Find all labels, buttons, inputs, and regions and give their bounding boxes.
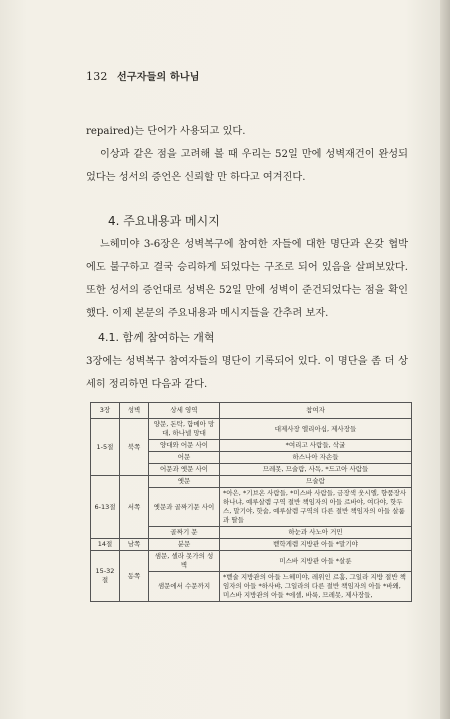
paragraph-1: repaired)는 단어가 사용되고 있다. bbox=[86, 126, 246, 137]
area-cell: 양문, 돈탁, 함메아 망대, 하나넬 망대 bbox=[149, 419, 220, 440]
participants-cell: 므레못, 므술람, 사독, *드고아 사람들 bbox=[220, 464, 412, 476]
section-title: 4. 주요내용과 메시지 bbox=[108, 214, 220, 228]
table-row bbox=[91, 419, 412, 440]
wall-cell: 북쪽 bbox=[120, 419, 149, 476]
table-row bbox=[91, 551, 412, 572]
table-row bbox=[91, 539, 412, 551]
col-chapter: 3장 bbox=[91, 403, 120, 419]
area-cell: 옛문 bbox=[149, 476, 220, 488]
participants-table bbox=[90, 402, 412, 602]
page-edge bbox=[440, 0, 450, 719]
area-cell: 샘문, 셀라 못가의 성벽 bbox=[149, 551, 220, 572]
paragraph-2: 이상과 같은 점을 고려해 볼 때 우리는 52일 만에 성벽재건이 완성되었다는 성서의 증언은 신뢰할 만 하다고 여겨진다. bbox=[86, 149, 408, 183]
participants-cell: 미스바 지방관 아들 *살룬 bbox=[220, 551, 412, 572]
chapter-cell: 15-32절 bbox=[91, 551, 120, 602]
running-title: 선구자들의 하나님 bbox=[117, 72, 200, 83]
wall-cell: 서쪽 bbox=[120, 476, 149, 539]
participants-cell: *여리고 사람들, 삭굴 bbox=[220, 440, 412, 452]
area-cell: 양대와 어문 사이 bbox=[149, 440, 220, 452]
table-header-row bbox=[91, 403, 412, 419]
area-cell: 어문과 옛문 사이 bbox=[149, 464, 220, 476]
table-row bbox=[91, 476, 412, 488]
participants-cell: *벧술 지방관의 아들 느헤미야, 레위인 르훔, 그일라 지방 절반 책임자의 아들 *하사뱌, 그일라의 다른 절반 책임자의 아들 *바왜, 미스바 지방관의 아들 *에셀, 바룩, 므레못, 제사장들, bbox=[220, 572, 412, 602]
page-number: 132 bbox=[86, 70, 108, 83]
area-cell: 골짜기 문 bbox=[149, 527, 220, 539]
participants-cell: 하스나아 자손들 bbox=[220, 452, 412, 464]
wall-cell: 동쪽 bbox=[120, 551, 149, 602]
col-area: 상세 영역 bbox=[149, 403, 220, 419]
wall-cell: 남쪽 bbox=[120, 539, 149, 551]
subsection-title: 4.1. 함께 참여하는 개혁 bbox=[98, 331, 215, 344]
paragraph-3: 느헤미야 3-6장은 성벽복구에 참여한 자들에 대한 명단과 온갖 협박에도 불구하고 결국 승리하게 되었다는 구조로 되어 있음을 살펴보았다. 또한 성서의 증언대로 성벽은 52일 만에 성벽이 준건되었다는 점을 확인했다. 이제 본문의 주요내용과 메시지들을 간추려 보자. bbox=[86, 239, 408, 319]
running-header bbox=[86, 68, 200, 83]
col-wall: 성벽 bbox=[120, 403, 149, 419]
col-participants: 참여자 bbox=[220, 403, 412, 419]
chapter-cell: 6-13절 bbox=[91, 476, 120, 539]
participants-cell: *아은, *기브온 사람들, *미스바 사람들, 금장색 웃시엘, 향품장사 하나냐, 예루살렘 구역 절반 책임자의 아들 르바야, 여다야, 핫두스, 말기야, 핫숩, 예루살렘 구역의 다른 절반 책임자의 아들 살룸과 딸들 bbox=[220, 488, 412, 527]
area-cell: 옛문과 골짜기문 사이 bbox=[149, 488, 220, 527]
area-cell: 샘문에서 수문까지 bbox=[149, 572, 220, 602]
chapter-cell: 1-5절 bbox=[91, 419, 120, 476]
participants-cell: 벧학게렘 지방관 아들 *말기야 bbox=[220, 539, 412, 551]
participants-cell: 하눈과 사노아 거민 bbox=[220, 527, 412, 539]
participants-cell: 대제사장 엘리아십, 제사장들 bbox=[220, 419, 412, 440]
paragraph-4: 3장에는 성벽복구 참여자들의 명단이 기록되어 있다. 이 명단을 좀 더 상세히 정리하면 다음과 같다. bbox=[86, 356, 408, 390]
participants-cell: 므술람 bbox=[220, 476, 412, 488]
chapter-cell: 14절 bbox=[91, 539, 120, 551]
area-cell: 분문 bbox=[149, 539, 220, 551]
area-cell: 어문 bbox=[149, 452, 220, 464]
